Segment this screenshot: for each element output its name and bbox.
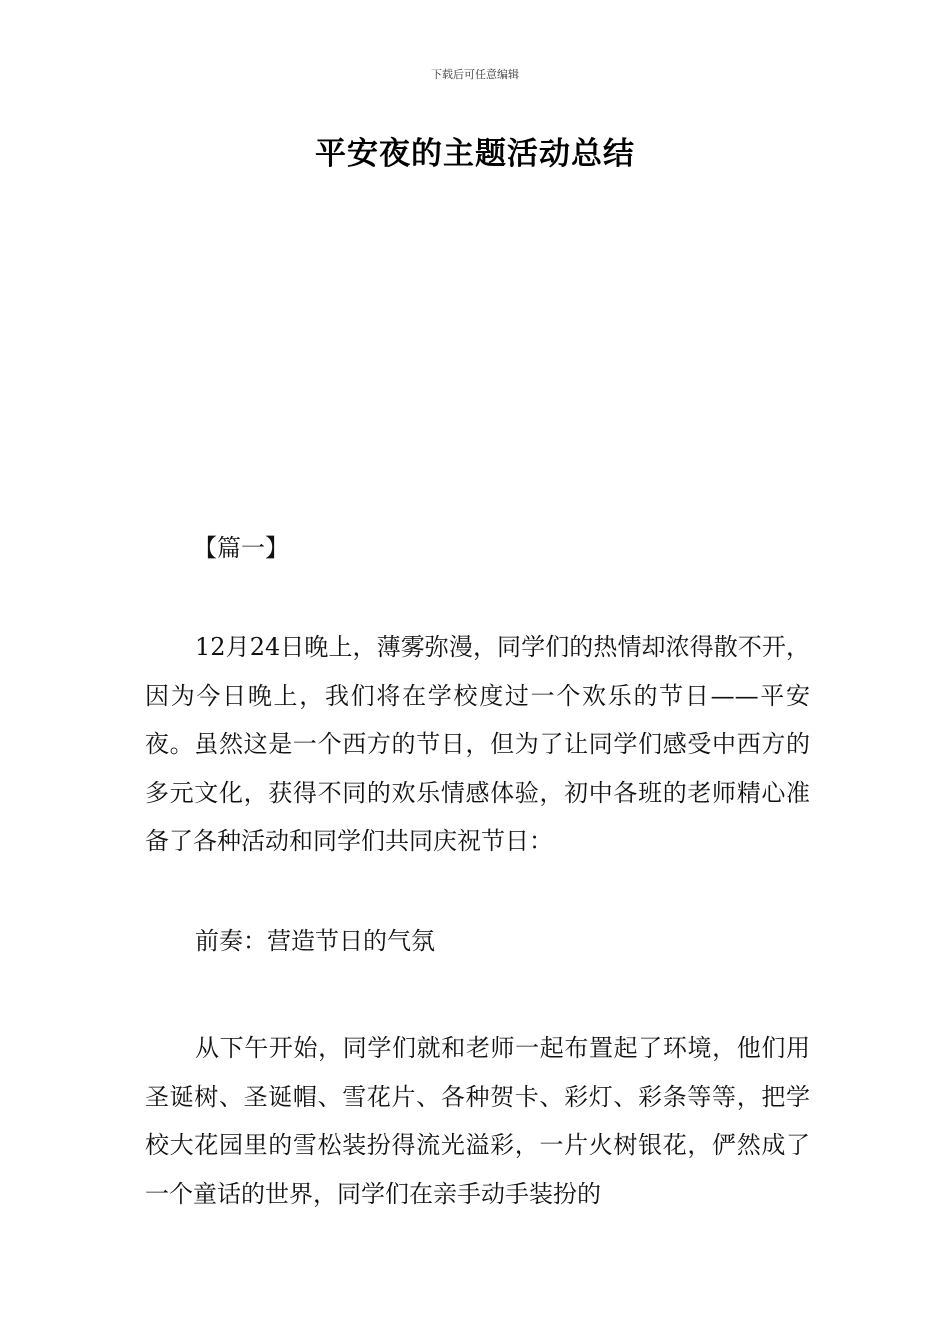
paragraph-body: 从下午开始，同学们就和老师一起布置起了环境，他们用圣诞树、圣诞帽、雪花片、各种贺卡、彩灯、彩条等等，把学校大花园里的雪松装扮得流光溢彩，一片火树银花，俨然成了一个童话的世界，同学们在亲手动手装扮的 [145,1034,810,1208]
paragraph-subheading: 前奏：营造节日的气氛 [195,927,435,955]
header-note: 下载后可任意编辑 [431,68,519,81]
document-title: 平安夜的主题活动总结 [315,136,635,172]
section-label: 【篇一】 [193,534,289,562]
paragraph-intro: 12月24日晚上，薄雾弥漫，同学们的热情却浓得散不开，因为今日晚上，我们将在学校度过一个欢乐的节日——平安夜。虽然这是一个西方的节日，但为了让同学们感受中西方的多元文化，获得不同的欢乐情感体验，初中各班的老师精心准备了各种活动和同学们共同庆祝节日： [145,633,810,855]
